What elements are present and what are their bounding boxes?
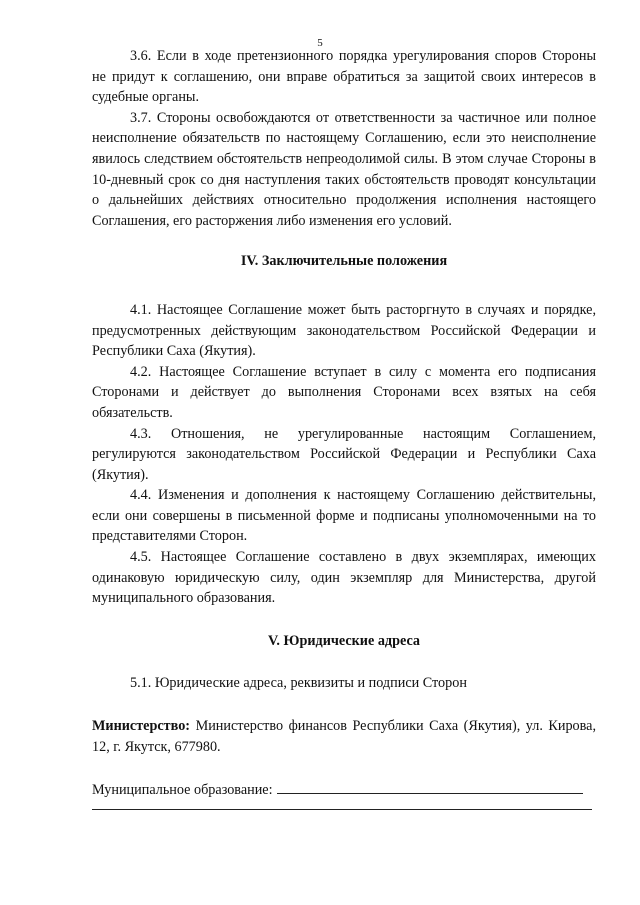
ministry-party xyxy=(92,716,596,757)
paragraph-4-5: 4.5. Настоящее Соглашение составлено в двух экземплярах, имеющих одинаковую юридическую силу, один экземпляр для Министерства, другой муниципального образования. xyxy=(92,549,596,607)
page-number: 5 xyxy=(317,37,323,49)
paragraph-3-6: 3.6. Если в ходе претензионного порядка урегулирования споров Стороны не придут к соглашению, они вправе обратиться за защитой своих интересов в судебные органы. xyxy=(92,48,596,106)
ministry-label: Министерство: xyxy=(92,718,191,735)
municipality-party xyxy=(92,779,596,801)
ministry-address: Министерство финансов Республики Саха (Якутия), ул. Кирова, 12, г. Якутск, 677980. xyxy=(92,718,597,755)
section-4-heading: IV. Заключительные положения xyxy=(240,253,448,270)
municipality-label: Муниципальное образование: xyxy=(92,782,273,799)
paragraph-3-7: 3.7. Стороны освобождаются от ответственности за частичное или полное неисполнение обязательств по настоящему Соглашению, если это неисполнение явилось следствием обстоятельств непреодолимой силы. В этом случае Стороны в 10-дневный срок со дня наступления таких обстоятельств проводят консультации о дальнейших действиях относительно продолжения исполнения настоящего Соглашения, его расторжения либо изменения его условий. xyxy=(92,109,596,229)
signature-blank-line xyxy=(92,809,592,810)
paragraph-4-4: 4.4. Изменения и дополнения к настоящему Соглашению действительны, если они совершены в письменной форме и подписаны уполномоченными на то представителями Сторон. xyxy=(92,487,596,545)
paragraph-5-1: 5.1. Юридические адреса, реквизиты и подписи Сторон xyxy=(130,675,467,692)
municipality-blank-line xyxy=(277,779,583,794)
document-body xyxy=(92,46,596,810)
paragraph-4-3: 4.3. Отношения, не урегулированные настоящим Соглашением, регулируются законодательством Российской Федерации и Республики Саха (Якутия). xyxy=(92,425,596,483)
paragraph-4-1: 4.1. Настоящее Соглашение может быть расторгнуто в случаях и порядке, предусмотренных действующим законодательством Российской Федерации и Республики Саха (Якутия). xyxy=(92,301,596,360)
paragraph-4-2: 4.2. Настоящее Соглашение вступает в силу с момента его подписания Сторонами и действует до выполнения Сторонами всех взятых на себя обязательств. xyxy=(92,363,596,421)
section-5-heading: V. Юридические адреса xyxy=(267,632,421,649)
